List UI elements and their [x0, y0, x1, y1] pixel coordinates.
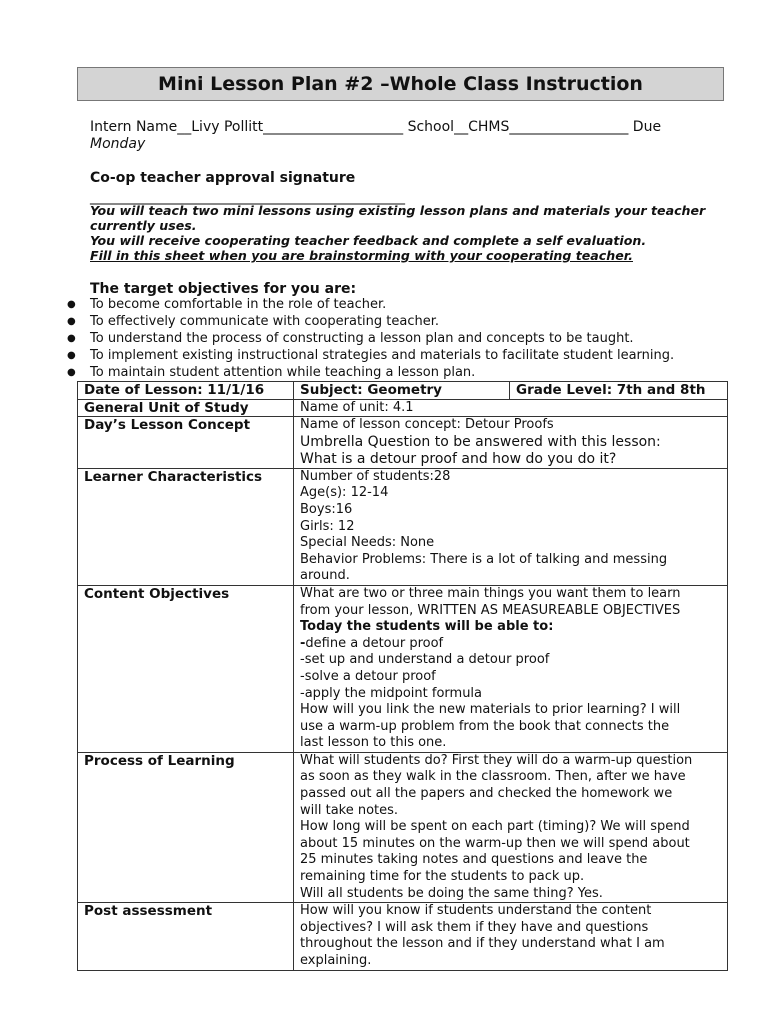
- instructions-line-3: You will receive cooperating teacher feedback and complete a self evaluation.: [90, 233, 647, 248]
- grade-cell: Grade Level: 7th and 8th: [510, 382, 728, 400]
- post-assessment-label: Post assessment: [78, 903, 294, 970]
- list-item: Behavior Problems: There is a lot of talking and messing: [300, 551, 668, 567]
- table-row: [78, 585, 728, 752]
- intern-name-label: Intern Name: [90, 119, 178, 135]
- school-label: School: [407, 119, 455, 135]
- concept-cell: [294, 417, 728, 469]
- list-item: -solve a detour proof: [300, 668, 436, 684]
- list-item: remaining time for the students to pack up.: [300, 869, 585, 885]
- list-item: about 15 minutes on the warm-up then we will spend about: [300, 835, 690, 851]
- bullet-icon: ●: [67, 333, 76, 344]
- objectives-heading: The target objectives for you are:: [90, 281, 357, 297]
- objectives-list: [67, 296, 674, 381]
- list-item: ● To maintain student attention while teaching a lesson plan.: [67, 365, 476, 380]
- table-row: [78, 399, 728, 417]
- list-item: Special Needs: None: [300, 535, 435, 551]
- content-intro: What are two or three main things you want them to learn: [300, 585, 681, 601]
- table-row: [78, 752, 728, 902]
- content-bold-line: Today the students will be able to:: [300, 619, 554, 635]
- content-label: Content Objectives: [78, 585, 294, 752]
- list-item: -define a detour proof: [300, 635, 444, 651]
- bullet-icon: ●: [67, 350, 76, 361]
- list-item: Girls: 12: [300, 518, 355, 534]
- post-assessment-cell: [294, 903, 728, 970]
- learner-cell: [294, 468, 728, 585]
- lesson-plan-table: [77, 381, 728, 971]
- list-item: explaining.: [300, 953, 372, 968]
- process-cell: [294, 752, 728, 902]
- content-intro: from your lesson, WRITTEN AS MEASUREABLE OBJECTIVES: [300, 602, 681, 618]
- table-row: [78, 903, 728, 970]
- concept-name: Name of lesson concept: Detour Proofs: [300, 417, 554, 433]
- bullet-icon: ●: [67, 299, 76, 310]
- list-item: ● To effectively communicate with cooperating teacher.: [67, 314, 440, 329]
- table-row: [78, 417, 728, 469]
- table-row: [78, 382, 728, 400]
- list-item: What will students do? First they will do a warm-up question: [300, 752, 693, 768]
- list-item: last lesson to this one.: [300, 735, 447, 751]
- unit-value: Name of unit: 4.1: [294, 399, 728, 417]
- instructions-line-2: currently uses.: [90, 218, 197, 233]
- signature-line: _____________________________________________: [90, 189, 405, 205]
- list-item: will take notes.: [300, 802, 399, 818]
- list-item: ● To become comfortable in the role of teacher.: [67, 297, 387, 312]
- list-item: ● To understand the process of constructing a lesson plan and concepts to be taught.: [67, 331, 634, 346]
- signature-label: Co-op teacher approval signature: [90, 170, 356, 186]
- list-item: Boys:16: [300, 501, 353, 517]
- school-value: __CHMS_________________: [454, 119, 629, 135]
- intern-info-line: [90, 119, 661, 135]
- table-row: [78, 468, 728, 585]
- document-title: Mini Lesson Plan #2 –Whole Class Instruction: [77, 67, 724, 101]
- intern-name-value: __Livy Pollitt____________________: [177, 119, 404, 135]
- list-item: How will you know if students understand the content: [300, 903, 652, 919]
- list-item: as soon as they walk in the classroom. Then, after we have: [300, 769, 686, 785]
- list-item: 25 minutes taking notes and questions and leave the: [300, 852, 648, 868]
- umbrella-question: What is a detour proof and how do you do it?: [300, 450, 617, 467]
- due-label: Due: [632, 119, 662, 135]
- list-item: Number of students:28: [300, 468, 451, 484]
- concept-label: Day’s Lesson Concept: [78, 417, 294, 469]
- list-item: -apply the midpoint formula: [300, 685, 483, 701]
- list-item: objectives? I will ask them if they have and questions: [300, 919, 649, 935]
- list-item: Age(s): 12-14: [300, 485, 389, 501]
- process-label: Process of Learning: [78, 752, 294, 902]
- bullet-icon: ●: [67, 316, 76, 327]
- list-item: Will all students be doing the same thing? Yes.: [300, 885, 603, 901]
- umbrella-question-label: Umbrella Question to be answered with this lesson:: [300, 433, 661, 450]
- date-cell: Date of Lesson: 11/1/16: [78, 382, 294, 400]
- due-value: Monday: [90, 136, 146, 152]
- learner-label: Learner Characteristics: [78, 468, 294, 585]
- list-item: passed out all the papers and checked the homework we: [300, 786, 673, 802]
- list-item: ● To implement existing instructional strategies and materials to facilitate student learning.: [67, 348, 675, 363]
- instructions-line-1: You will teach two mini lessons using existing lesson plans and materials your teacher: [90, 203, 706, 218]
- subject-cell: Subject: Geometry: [294, 382, 510, 400]
- list-item: throughout the lesson and if they understand what I am: [300, 936, 665, 952]
- list-item: How will you link the new materials to prior learning? I will: [300, 702, 681, 718]
- bullet-icon: ●: [67, 367, 76, 378]
- list-item: around.: [300, 568, 350, 584]
- content-cell: [294, 585, 728, 752]
- list-item: How long will be spent on each part (timing)? We will spend: [300, 819, 690, 835]
- list-item: -set up and understand a detour proof: [300, 652, 550, 668]
- instructions-line-4: Fill in this sheet when you are brainstorming with your cooperating teacher.: [90, 248, 633, 263]
- unit-label: General Unit of Study: [78, 399, 294, 417]
- list-item: use a warm-up problem from the book that connects the: [300, 718, 670, 734]
